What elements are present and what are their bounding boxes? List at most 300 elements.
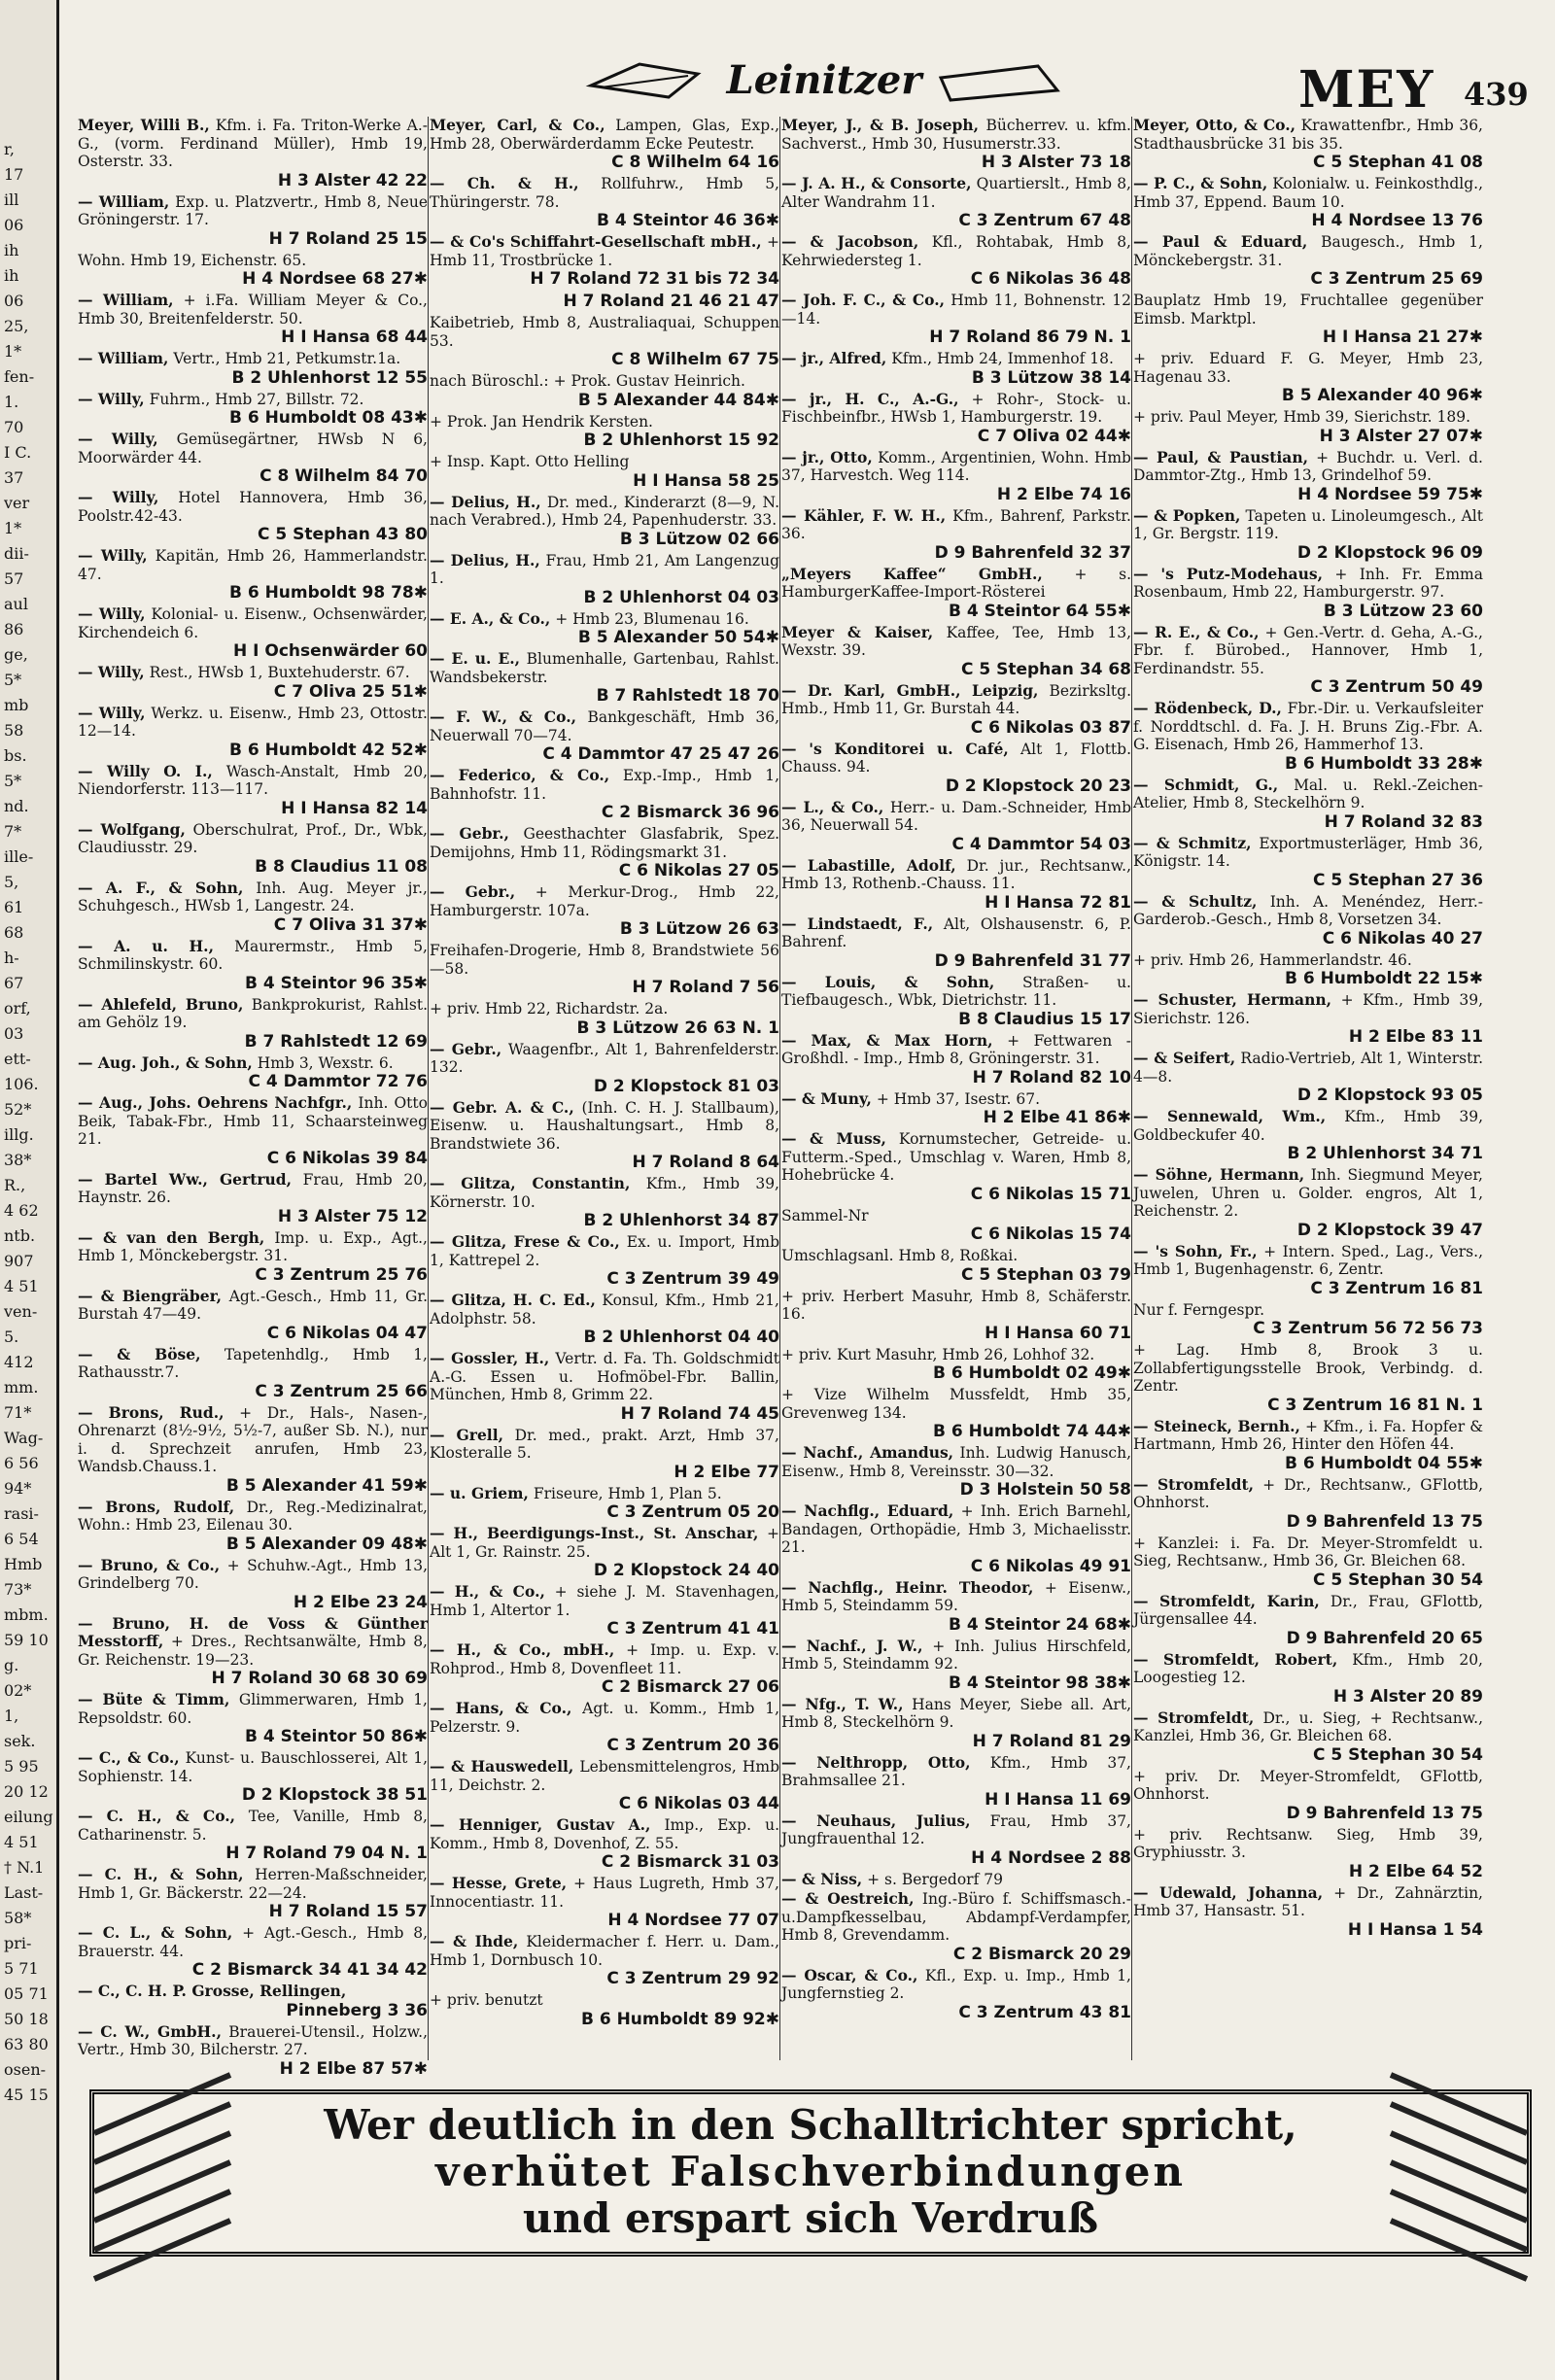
margin-fragment: 7* bbox=[4, 822, 22, 841]
directory-entry bbox=[430, 1583, 779, 1639]
entry-phone: B 6 Humboldt 08 43✱ bbox=[228, 408, 428, 428]
entry-name: — H., & Co., mbH., bbox=[430, 1640, 615, 1659]
entry-name: — Willy, bbox=[78, 546, 148, 565]
entry-phone: C 3 Zentrum 67 48 bbox=[958, 211, 1131, 230]
entry-phone: C 3 Zentrum 39 49 bbox=[606, 1269, 779, 1289]
directory-entry bbox=[78, 1054, 428, 1093]
entry-phone: B 3 Lützow 02 66 bbox=[619, 529, 779, 549]
entry-name: — Willy, bbox=[78, 703, 146, 722]
entry-details: + Kfm., i. Fa. Hopfer & Hartmann, Hmb 26, Hinter den Höfen 44. bbox=[1133, 1417, 1483, 1453]
margin-fragment: 57 bbox=[4, 569, 24, 588]
margin-fragment: 25, bbox=[4, 317, 29, 335]
directory-entry bbox=[78, 664, 428, 703]
directory-entry bbox=[781, 1288, 1131, 1344]
margin-fragment: dii- bbox=[4, 544, 29, 563]
entry-details: Dr., Reg.-Medizinalrat, Wohn.: Hmb 23, Eilenau 30. bbox=[78, 1498, 428, 1534]
directory-entry bbox=[430, 1525, 779, 1581]
entry-phone: C 8 Wilhelm 67 75 bbox=[611, 350, 779, 369]
entry-details: + Alt 1, Gr. Rainstr. 25. bbox=[430, 1525, 779, 1561]
entry-details: Geesthachter Glasfabrik, Spez. Demijohns, Hmb 11, Rödingsmarkt 31. bbox=[430, 825, 780, 861]
margin-fragment: rasi- bbox=[4, 1504, 39, 1523]
margin-fragment: h- bbox=[4, 949, 19, 967]
directory-entry bbox=[1133, 507, 1483, 564]
entry-details: Nur f. Ferngespr. bbox=[1133, 1300, 1264, 1319]
entry-phone: C 2 Bismarck 27 06 bbox=[601, 1677, 779, 1697]
entry-phone: C 6 Nikolas 15 71 bbox=[970, 1184, 1131, 1204]
margin-fragment: illg. bbox=[4, 1125, 34, 1144]
directory-entry bbox=[1133, 1166, 1483, 1241]
entry-name: — Dr. Karl, GmbH., Leipzig, bbox=[781, 680, 1039, 700]
entry-name: — A. u. H., bbox=[78, 936, 214, 955]
entry-details: Oberschulrat, Prof., Dr., Wbk, Claudiusstr. 29. bbox=[78, 820, 428, 856]
entry-name: — Wolfgang, bbox=[78, 819, 186, 839]
margin-fragment: ett- bbox=[4, 1050, 31, 1068]
entry-details: Inh. Aug. Meyer jr., Schuhgesch., HWsb 1, Langestr. 24. bbox=[78, 879, 428, 914]
directory-entry bbox=[78, 1499, 428, 1555]
margin-fragment: 5. bbox=[4, 1328, 19, 1346]
entry-name: — Federico, & Co., bbox=[430, 766, 610, 784]
entry-name: — Kähler, F. W. H., bbox=[781, 505, 947, 525]
entry-phone: H 7 Roland 79 04 N. 1 bbox=[225, 1844, 428, 1863]
entry-phone: H I Hansa 1 54 bbox=[1347, 1919, 1483, 1940]
directory-entry bbox=[1133, 1301, 1483, 1340]
directory-entry bbox=[78, 1171, 428, 1227]
entry-phone: C 6 Nikolas 15 74 bbox=[970, 1224, 1131, 1244]
entry-details: + Buchdr. u. Verl. d. Dammtor-Ztg., Hmb 13, Grindelhof 59. bbox=[1133, 448, 1483, 484]
entry-name: — Söhne, Hermann, bbox=[1133, 1165, 1305, 1184]
directory-entry bbox=[78, 1924, 428, 1981]
entry-details: Dr. med., prakt. Arzt, Hmb 37, Klosteralle 5. bbox=[430, 1426, 779, 1462]
entry-phone: B 5 Alexander 50 54✱ bbox=[577, 628, 779, 647]
entry-details: Inh. Ludwig Hanusch, Eisenw., Hmb 8, Vereinsstr. 30—32. bbox=[781, 1444, 1132, 1480]
entry-phone: C 6 Nikolas 03 44 bbox=[618, 1794, 779, 1813]
directory-entry bbox=[430, 117, 779, 173]
directory-entry bbox=[781, 117, 1131, 173]
entry-phone: C 3 Zentrum 56 72 56 73 bbox=[1253, 1319, 1483, 1338]
entry-details: Quartierslt., Hmb 8, Alter Wandrahm 11. bbox=[781, 175, 1131, 211]
entry-name: — Nachf., J. W., bbox=[781, 1636, 923, 1655]
entry-details: Exp. u. Platzvertr., Hmb 8, Neue Gröningerstr. 17. bbox=[78, 192, 428, 228]
entry-name: — Ahlefeld, Bruno, bbox=[78, 994, 244, 1014]
entry-details: Exp.-Imp., Hmb 1, Bahnhofstr. 11. bbox=[430, 767, 779, 803]
entry-phone: H 7 Roland 82 10 bbox=[972, 1067, 1131, 1087]
entry-name: — J. A. H., & Consorte, bbox=[781, 174, 972, 192]
column-divider bbox=[1131, 117, 1132, 2060]
entry-details: Dr. jur., Rechtsanw., Hmb 13, Rothenb.-Chauss. 11. bbox=[781, 856, 1131, 892]
entry-name: — Paul & Eduard, bbox=[1133, 232, 1308, 251]
entry-details: + priv. Paul Meyer, Hmb 39, Sierichstr. 189. bbox=[1133, 408, 1471, 426]
entry-name: — Nelthropp, Otto, bbox=[781, 1752, 971, 1772]
page-title: MEY bbox=[1298, 60, 1435, 120]
entry-phone: H 7 Roland 32 83 bbox=[1324, 811, 1483, 832]
entry-name: — Udewald, Johanna, bbox=[1133, 1882, 1324, 1902]
entry-phone: H 7 Roland 7 56 bbox=[632, 978, 779, 997]
entry-phone: C 6 Nikolas 49 91 bbox=[970, 1556, 1131, 1576]
margin-fragment: fen- bbox=[4, 367, 35, 386]
entry-details: Komm., Argentinien, Wohn. Hmb 37, Harvestch. Weg 114. bbox=[781, 448, 1131, 484]
directory-entry bbox=[430, 1000, 779, 1039]
margin-fragment: g. bbox=[4, 1656, 19, 1674]
entry-phone: C 5 Stephan 30 54 bbox=[1312, 1744, 1483, 1765]
entry-details: Agt.-Gesch., Hmb 11, Gr. Burstah 47—49. bbox=[78, 1287, 428, 1323]
entry-phone: C 2 Bismarck 20 29 bbox=[952, 1944, 1131, 1964]
entry-phone: C 5 Stephan 34 68 bbox=[960, 659, 1131, 679]
margin-fragment: 1, bbox=[4, 1707, 19, 1725]
entry-phone: C 3 Zentrum 20 36 bbox=[606, 1736, 779, 1755]
directory-entry bbox=[1133, 1709, 1483, 1766]
entry-name: — Lindstaedt, F., bbox=[781, 914, 934, 933]
margin-fragment: 02* bbox=[4, 1681, 32, 1700]
entry-name: — William, bbox=[78, 349, 169, 367]
entry-phone: C 3 Zentrum 43 81 bbox=[958, 2002, 1131, 2022]
entry-phone: H 3 Alster 42 22 bbox=[277, 170, 428, 190]
entry-details: + Hmb 23, Blumenau 16. bbox=[555, 609, 749, 628]
directory-entry bbox=[781, 1247, 1131, 1286]
entry-phone: B 4 Steintor 24 68✱ bbox=[948, 1614, 1131, 1635]
entry-name: — Delius, H., bbox=[430, 492, 541, 511]
entry-phone: H I Hansa 82 14 bbox=[281, 798, 428, 818]
directory-entry bbox=[1133, 117, 1483, 173]
entry-phone: C 6 Nikolas 40 27 bbox=[1322, 928, 1483, 949]
entry-details: Werkz. u. Eisenw., Hmb 23, Ottostr. 12—14. bbox=[78, 704, 428, 740]
directory-entry bbox=[781, 1812, 1131, 1869]
entry-details: Kfm., Hmb 37, Brahmsallee 21. bbox=[781, 1753, 1131, 1789]
entry-phone: H 2 Elbe 23 24 bbox=[293, 1592, 428, 1612]
entry-details: Kornumstecher, Getreide- u. Futterm.-Sped., Umschlag v. Waren, Hmb 8, Hohebrücke 4. bbox=[781, 1130, 1132, 1184]
entry-name: — H., Beerdigungs-Inst., St. Anschar, bbox=[430, 1524, 759, 1542]
entry-name: — & Schultz, bbox=[1133, 891, 1258, 911]
entry-name: — Hans, & Co., bbox=[430, 1699, 572, 1717]
entry-details: Hotel Hannovera, Hmb 36, Poolstr.42-43. bbox=[78, 489, 428, 525]
directory-entry bbox=[1133, 1108, 1483, 1164]
entry-name: — Schmidt, G., bbox=[1133, 775, 1279, 794]
directory-entry bbox=[430, 453, 779, 492]
left-margin-strip bbox=[0, 0, 59, 2380]
column-divider bbox=[779, 117, 780, 2060]
margin-fragment: 5, bbox=[4, 873, 19, 891]
entry-details: Imp. u. Exp., Agt., Hmb 1, Mönckebergstr. 31. bbox=[78, 1228, 428, 1264]
entry-details: Kfm., Hmb 20, Loogestieg 12. bbox=[1133, 1650, 1483, 1686]
directory-entry bbox=[430, 1641, 779, 1698]
entry-name: — E. u. E., bbox=[430, 649, 521, 668]
directory-entry bbox=[78, 880, 428, 936]
page-number: 439 bbox=[1464, 76, 1529, 113]
directory-entry bbox=[430, 413, 779, 452]
entry-name: — E. A., & Co., bbox=[430, 608, 551, 628]
entry-name: — C. W., GmbH., bbox=[78, 2021, 222, 2041]
margin-fragment: 68 bbox=[4, 923, 24, 942]
entry-name: — Nachf., Amandus, bbox=[781, 1443, 954, 1462]
entry-details: Waagenfbr., Alt 1, Bahrenfelderstr. 132. bbox=[430, 1040, 779, 1076]
entry-phone: C 5 Stephan 03 79 bbox=[960, 1264, 1131, 1285]
entry-phone: D 9 Bahrenfeld 20 65 bbox=[1286, 1628, 1483, 1648]
directory-entry bbox=[430, 552, 779, 608]
ad-stripe-decoration bbox=[1391, 2094, 1527, 2252]
entry-details: + Haus Lugreth, Hmb 37, Innocentiastr. 11. bbox=[430, 1875, 779, 1911]
entry-phone: H 3 Alster 75 12 bbox=[277, 1206, 428, 1226]
entry-name: — Labastille, Adolf, bbox=[781, 855, 956, 875]
entry-phone: B 3 Lützow 26 63 N. 1 bbox=[576, 1018, 779, 1038]
directory-entry bbox=[430, 708, 779, 765]
entry-details: + Lag. Hmb 8, Brook 3 u. Zollabfertigungsstelle Brook, Verbindg. d. Zentr. bbox=[1133, 1341, 1483, 1395]
entry-name: — Bruno, & Co., bbox=[78, 1555, 221, 1574]
margin-fragment: 907 bbox=[4, 1252, 34, 1270]
entry-phone: C 6 Nikolas 36 48 bbox=[970, 269, 1131, 289]
margin-fragment: 1* bbox=[4, 519, 22, 537]
entry-name: — Oscar, & Co., bbox=[781, 1965, 918, 1984]
directory-entry bbox=[430, 650, 779, 707]
directory-entry bbox=[1133, 951, 1483, 990]
margin-fragment: 70 bbox=[4, 418, 24, 436]
entry-phone: D 2 Klopstock 24 40 bbox=[593, 1561, 779, 1580]
entry-name: — & Muny, bbox=[781, 1088, 872, 1108]
directory-entry bbox=[781, 1696, 1131, 1752]
directory-entry bbox=[781, 624, 1131, 680]
entry-details: Tapetenhdlg., Hmb 1, Rathausstr.7. bbox=[78, 1345, 428, 1381]
entry-phone: H 4 Nordsee 13 76 bbox=[1311, 211, 1483, 230]
entry-phone: B 6 Humboldt 42 52✱ bbox=[228, 740, 428, 760]
directory-entry bbox=[430, 1427, 779, 1483]
entry-phone: H 2 Elbe 41 86✱ bbox=[983, 1108, 1131, 1127]
margin-fragment: 1* bbox=[4, 342, 22, 361]
entry-details: + Vize Wilhelm Mussfeldt, Hmb 35, Grevenweg 134. bbox=[781, 1386, 1131, 1422]
margin-fragment: 4 51 bbox=[4, 1833, 39, 1851]
directory-entry bbox=[1133, 1535, 1483, 1591]
entry-details: + Merkur-Drog., Hmb 22, Hamburgerstr. 107a. bbox=[430, 883, 779, 919]
entry-phone: H 7 Roland 25 15 bbox=[268, 228, 428, 249]
directory-entry bbox=[430, 883, 779, 940]
directory-entry bbox=[781, 566, 1131, 622]
entry-details: + Hmb 11, Trostbrücke 1. bbox=[430, 233, 779, 269]
entry-name: — Willy, bbox=[78, 488, 159, 506]
directory-entry bbox=[430, 1099, 779, 1174]
directory-entry bbox=[78, 1094, 428, 1169]
directory-entry bbox=[78, 705, 428, 761]
entry-name: Meyer & Kaiser, bbox=[781, 622, 934, 641]
logo-image bbox=[581, 47, 1067, 117]
logo-text: Leinitzer bbox=[726, 57, 922, 103]
entry-details: Straßen- u. Tiefbaugesch., Wbk, Dietrichstr. 11. bbox=[781, 973, 1131, 1009]
entry-details: Rest., HWsb 1, Buxtehuderstr. 67. bbox=[149, 664, 410, 681]
directory-entry bbox=[781, 1754, 1131, 1811]
directory-entry bbox=[781, 507, 1131, 564]
entry-name: Meyer, J., & B. Joseph, bbox=[781, 116, 980, 134]
entry-details: Vertr., Hmb 21, Petkumstr.1a. bbox=[173, 350, 401, 367]
entry-details: + Gen.-Vertr. d. Geha, A.-G., Fbr. f. Bürobed., Hannover, Hmb 1, Ferdinandstr. 55. bbox=[1133, 623, 1483, 677]
margin-fragment: 67 bbox=[4, 974, 24, 992]
entry-details: Glimmerwaren, Hmb 1, Repsoldstr. 60. bbox=[78, 1691, 428, 1727]
entry-name: — C. H., & Co., bbox=[78, 1807, 236, 1825]
entry-name: — & Schmitz, bbox=[1133, 833, 1252, 852]
entry-details: + Dres., Rechtsanwälte, Hmb 8, Gr. Reichenstr. 19—23. bbox=[78, 1633, 428, 1669]
entry-details: Kapitän, Hmb 26, Hammerlandstr. 47. bbox=[78, 547, 428, 583]
margin-fragment: R., bbox=[4, 1176, 26, 1194]
entry-name: — Nachflg., Heinr. Theodor, bbox=[781, 1577, 1034, 1597]
entry-details: Lampen, Glas, Exp., Hmb 28, Oberwärderdamm Ecke Peutestr. bbox=[430, 117, 779, 153]
entry-name: Meyer, Carl, & Co., bbox=[430, 116, 605, 134]
entry-name: — Nachflg., Eduard, bbox=[781, 1501, 954, 1520]
directory-entry bbox=[781, 1386, 1131, 1442]
margin-fragment: 61 bbox=[4, 898, 24, 916]
entry-phone: C 4 Dammtor 72 76 bbox=[248, 1072, 428, 1091]
entry-details: + Dr., Zahnärztin, Hmb 37, Hansastr. 51. bbox=[1133, 1883, 1483, 1919]
margin-fragment: ih bbox=[4, 266, 19, 285]
directory-entry bbox=[430, 1933, 779, 1989]
directory-entry bbox=[430, 1350, 779, 1425]
entry-details: + priv. Hmb 22, Richardstr. 2a. bbox=[430, 1000, 669, 1018]
entry-name: Meyer, Otto, & Co., bbox=[1133, 116, 1296, 134]
entry-details: Kolonialw. u. Feinkosthdlg., Hmb 37, Eppend. Baum 10. bbox=[1133, 175, 1484, 211]
entry-phone: B 5 Alexander 44 84✱ bbox=[577, 390, 779, 410]
entry-details: Lebensmittelengros, Hmb 11, Deichstr. 2. bbox=[430, 1758, 779, 1794]
directory-entry bbox=[430, 610, 779, 649]
directory-entry bbox=[78, 252, 428, 291]
directory-entry bbox=[78, 350, 428, 389]
entry-phone: C 3 Zentrum 05 20 bbox=[606, 1502, 779, 1522]
margin-fragment: 52* bbox=[4, 1100, 32, 1119]
entry-name: — Stromfeldt, bbox=[1133, 1474, 1255, 1494]
entry-phone: C 5 Stephan 43 80 bbox=[257, 525, 428, 544]
entry-phone: C 6 Nikolas 04 47 bbox=[266, 1323, 428, 1343]
margin-fragment: 06 bbox=[4, 292, 24, 310]
directory-entry bbox=[1133, 624, 1483, 699]
entry-phone: B 2 Uhlenhorst 34 87 bbox=[583, 1211, 779, 1230]
entry-phone: C 7 Oliva 02 44✱ bbox=[977, 426, 1131, 446]
margin-fragment: 63 80 bbox=[4, 2035, 49, 2053]
entry-details: + siehe J. M. Stavenhagen, Hmb 1, Altertor 1. bbox=[430, 1583, 779, 1619]
directory-entry bbox=[430, 942, 779, 998]
entry-name: — F. W., & Co., bbox=[430, 707, 576, 726]
entry-name: — 's Putz-Modehaus, bbox=[1133, 564, 1323, 583]
entry-name: — Steineck, Bernh., bbox=[1133, 1416, 1300, 1435]
entry-details: + Fettwaren - Großhdl. - Imp., Hmb 8, Gröningerstr. 31. bbox=[781, 1031, 1131, 1067]
entry-details: Kaffee, Tee, Hmb 13, Wexstr. 39. bbox=[781, 623, 1131, 659]
entry-phone: C 3 Zentrum 41 41 bbox=[606, 1619, 779, 1638]
entry-name: — Henniger, Gustav A., bbox=[430, 1815, 651, 1834]
entry-phone: B 4 Steintor 50 86✱ bbox=[244, 1727, 428, 1746]
entry-phone: H 4 Nordsee 77 07 bbox=[607, 1911, 779, 1930]
directory-entry bbox=[781, 974, 1131, 1030]
entry-name: — & Böse, bbox=[78, 1344, 201, 1363]
margin-fragment: 37 bbox=[4, 468, 24, 487]
entry-name: — & Seifert, bbox=[1133, 1049, 1236, 1067]
entry-phone: H 7 Roland 8 64 bbox=[632, 1153, 779, 1172]
entry-name: — Ch. & H., bbox=[430, 174, 579, 192]
entry-name: — C. H., & Sohn, bbox=[78, 1865, 244, 1883]
entry-name: — u. Griem, bbox=[430, 1483, 529, 1502]
directory-entry bbox=[78, 117, 428, 191]
entry-phone: H 2 Elbe 74 16 bbox=[996, 484, 1131, 504]
entry-phone: C 3 Zentrum 25 69 bbox=[1310, 269, 1483, 289]
entry-phone: H I Hansa 58 25 bbox=[633, 470, 779, 491]
entry-name: — jr., H. C., A.-G., bbox=[781, 389, 959, 408]
margin-fragment: ge, bbox=[4, 645, 28, 664]
directory-entry bbox=[781, 1090, 1131, 1129]
margin-fragment: 5 71 bbox=[4, 1959, 39, 1978]
margin-fragment: 73* bbox=[4, 1580, 32, 1599]
entry-phone: B 4 Steintor 98 38✱ bbox=[948, 1673, 1131, 1693]
entry-phone: H 4 Nordsee 2 88 bbox=[971, 1847, 1131, 1868]
directory-entry bbox=[1133, 1243, 1483, 1299]
margin-fragment: Hmb bbox=[4, 1555, 43, 1573]
margin-fragment: mb bbox=[4, 696, 29, 714]
directory-entry bbox=[781, 233, 1131, 290]
entry-phone: B 2 Uhlenhorst 04 03 bbox=[583, 587, 779, 607]
directory-entry bbox=[1133, 350, 1483, 406]
margin-fragment: 38* bbox=[4, 1151, 32, 1169]
entry-details: Sammel-Nr bbox=[781, 1206, 869, 1224]
entry-phone: B 6 Humboldt 89 92✱ bbox=[580, 2009, 779, 2029]
entry-details: + Insp. Kapt. Otto Helling bbox=[430, 453, 630, 470]
margin-fragment: 59 10 bbox=[4, 1631, 49, 1649]
entry-phone: B 6 Humboldt 02 49✱ bbox=[932, 1363, 1131, 1383]
directory-entry bbox=[78, 1404, 428, 1497]
entry-details: + Hmb 37, Isestr. 67. bbox=[876, 1089, 1041, 1108]
entry-phone: B 6 Humboldt 04 55✱ bbox=[1284, 1453, 1483, 1473]
entry-details: Herren-Maßschneider, Hmb 1, Gr. Bäckerstr. 22—24. bbox=[78, 1866, 428, 1902]
entry-details: + Agt.-Gesch., Hmb 8, Brauerstr. 44. bbox=[78, 1924, 428, 1960]
directory-entry bbox=[78, 1808, 428, 1864]
entry-details: + priv. Kurt Masuhr, Hmb 26, Lohhof 32. bbox=[781, 1345, 1095, 1363]
entry-name: — Gossler, H., bbox=[430, 1349, 550, 1367]
margin-fragment: ill bbox=[4, 190, 19, 209]
margin-fragment: 50 18 bbox=[4, 2010, 49, 2028]
entry-details: Frau, Hmb 20, Haynstr. 26. bbox=[78, 1170, 428, 1206]
entry-details: Tapeten u. Linoleumgesch., Alt 1, Gr. Bergstr. 119. bbox=[1133, 506, 1483, 542]
directory-entry bbox=[78, 547, 428, 604]
margin-fragment: ille- bbox=[4, 847, 34, 866]
entry-phone: B 3 Lützow 38 14 bbox=[971, 367, 1131, 388]
entry-phone: H 4 Nordsee 59 75✱ bbox=[1297, 484, 1483, 504]
margin-fragment: 5* bbox=[4, 772, 22, 790]
directory-entry bbox=[78, 292, 428, 348]
entry-name: — Paul, & Paustian, bbox=[1133, 447, 1309, 466]
margin-fragment: aul bbox=[4, 595, 28, 613]
directory-entry bbox=[1133, 449, 1483, 505]
directory-entry bbox=[78, 1557, 428, 1613]
entry-details: Kfm., Hmb 39, Körnerstr. 10. bbox=[430, 1175, 779, 1211]
entry-name: — Stromfeldt, bbox=[1133, 1707, 1255, 1727]
entry-name: — & Biengräber, bbox=[78, 1286, 223, 1305]
margin-fragment: 4 51 bbox=[4, 1277, 39, 1295]
entry-details: Exportmusterläger, Hmb 36, Königstr. 14. bbox=[1133, 834, 1483, 870]
entry-phone: B 2 Uhlenhorst 34 71 bbox=[1287, 1144, 1483, 1163]
entry-details: + s. Bergedorf 79 bbox=[867, 1870, 1003, 1888]
directory-entry bbox=[781, 1967, 1131, 2023]
entry-name: — Gebr. A. & C., bbox=[430, 1097, 574, 1117]
directory-entry bbox=[781, 1871, 1131, 1889]
entry-details: + Kfm., Hmb 39, Sierichstr. 126. bbox=[1133, 991, 1483, 1027]
entry-details: + Prok. Jan Hendrik Kersten. bbox=[430, 412, 653, 431]
entry-phone: B 4 Steintor 46 36✱ bbox=[596, 211, 779, 230]
directory-entry bbox=[1133, 1884, 1483, 1941]
entry-details: Gemüsegärtner, HWsb N 6, Moorwärder 44. bbox=[78, 431, 428, 466]
entry-details: Ing.-Büro f. Schiffsmasch.- u.Dampfkesselbau, Abdampf-Verdampfer, Hmb 8, Grevendamm. bbox=[781, 1890, 1131, 1944]
directory-entry bbox=[430, 1991, 779, 2030]
entry-phone: C 2 Bismarck 31 03 bbox=[601, 1852, 779, 1872]
margin-fragment: bs. bbox=[4, 746, 27, 765]
entry-details: + priv. Herbert Masuhr, Hmb 8, Schäferstr. 16. bbox=[781, 1287, 1131, 1323]
directory-entry bbox=[78, 1615, 428, 1690]
ad-line-2: verhütet Falschverbindungen bbox=[434, 2148, 1187, 2195]
directory-entry bbox=[781, 1130, 1131, 1205]
directory-entry bbox=[430, 292, 779, 312]
entry-details: Kleidermacher f. Herr. u. Dam., Hmb 1, Dornbusch 10. bbox=[430, 1933, 779, 1969]
directory-entry bbox=[781, 350, 1131, 389]
directory-entry bbox=[781, 1346, 1131, 1385]
column-3 bbox=[781, 117, 1131, 2060]
entry-phone: B 3 Lützow 26 63 bbox=[619, 919, 779, 939]
